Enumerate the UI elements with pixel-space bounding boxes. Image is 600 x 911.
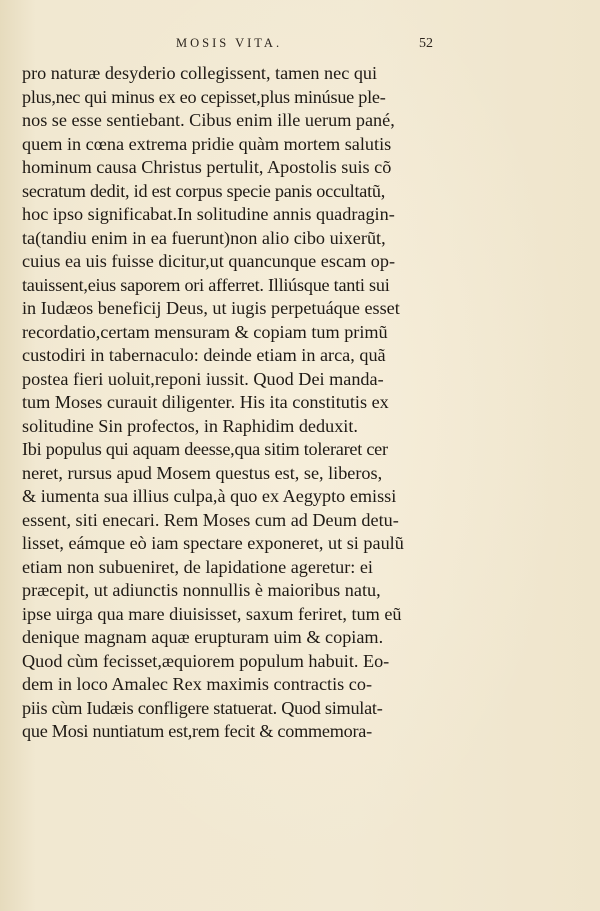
text-line: in Iudæos beneficij Deus, ut iugis perpetuáque esset (22, 298, 400, 318)
text-line: ipse uirga qua mare diuisisset, saxum feriret, tum eũ (22, 603, 402, 624)
text-line: ta(tandiu enim in ea fuerunt)non alio cibo uixerũt, (22, 227, 386, 248)
text-line: tauissent,eius saporem ori afferret. Illiúsque tanti sui (22, 274, 390, 295)
text-line: lisset, eámque eò iam spectare exponeret, ut si paulũ (22, 533, 404, 553)
running-title: MOSIS VITA. (176, 36, 283, 50)
text-line: essent, siti enecari. Rem Moses cum ad Deum detu- (22, 509, 399, 530)
text-line: secratum dedit, id est corpus specie panis occultatũ, (22, 180, 386, 201)
text-line: etiam non subueniret, de lapidatione ageretur: ei (22, 556, 373, 577)
text-line: hominum causa Christus pertulit, Apostolis suis cõ (22, 157, 392, 177)
page-number: 52 (419, 36, 433, 51)
text-line: tum Moses curauit diligenter. His ita constitutis ex (22, 392, 389, 412)
text-line: postea fieri uoluit,reponi iussit. Quod Dei manda- (22, 368, 384, 389)
text-line: & iumenta sua illius culpa,à quo ex Aegypto emissi (22, 486, 397, 506)
text-line: pro naturæ desyderio collegissent, tamen nec qui (22, 63, 378, 83)
text-line: plus,nec qui minus ex eo cepisset,plus minúsue ple- (22, 86, 386, 107)
text-line: Quod cùm fecisset,æquiorem populum habuit. Eo- (22, 650, 390, 671)
text-line: denique magnam aquæ erupturam uim & copiam. (22, 627, 384, 647)
text-line: Ibi populus qui aquam deesse,qua sitim toleraret cer (22, 439, 388, 459)
text-line: hoc ipso significabat.In solitudine annis quadragin- (22, 204, 395, 224)
text-line: neret, rursus apud Mosem questus est, se, liberos, (22, 462, 383, 483)
text-line: custodiri in tabernaculo: deinde etiam in arca, quã (22, 345, 386, 365)
text-line: que Mosi nuntiatum est,rem fecit & commemora- (22, 721, 372, 741)
body-text (22, 62, 440, 744)
text-line: piis cùm Iudæis confligere statuerat. Quod simulat- (22, 697, 383, 718)
text-line: quem in cœna extrema pridie quàm mortem salutis (22, 133, 392, 154)
text-line: nos se esse sentiebant. Cibus enim ille uerum pané, (22, 110, 395, 130)
text-line: cuius ea uis fuisse dicitur,ut quancunque escam op- (22, 251, 396, 271)
text-line: præcepit, ut adiunctis nonnullis è maioribus natu, (22, 580, 381, 600)
text-line: solitudine Sin profectos, in Raphidim deduxit. (22, 415, 358, 436)
text-line: recordatio,certam mensuram & copiam tum primũ (22, 321, 388, 342)
text-line: dem in loco Amalec Rex maximis contractis co- (22, 674, 373, 694)
